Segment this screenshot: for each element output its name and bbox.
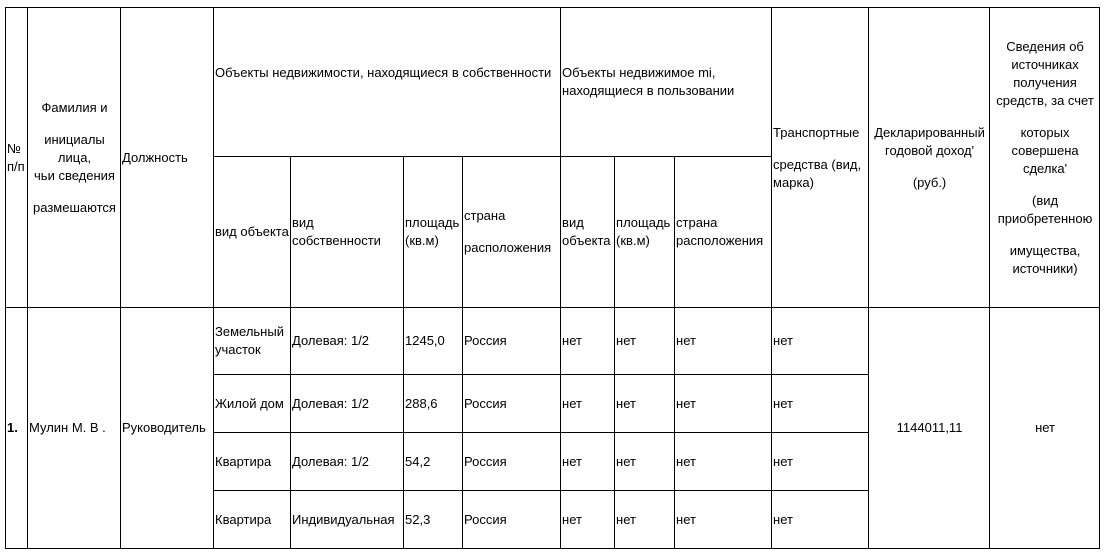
header-owned-ownership: вид собственности xyxy=(291,157,404,308)
cell-transport: нет xyxy=(772,308,869,375)
cell-object-type: Квартира xyxy=(214,433,291,491)
person-num: 1. xyxy=(6,308,28,549)
table-row xyxy=(6,308,1100,375)
header-owned-area: площадь (кв.м) xyxy=(404,157,463,308)
cell-used-country: нет xyxy=(675,375,772,433)
cell-transport: нет xyxy=(772,491,869,549)
cell-used-area: нет xyxy=(615,491,675,549)
person-name: Мулин М. В . xyxy=(28,308,121,549)
cell-ownership: Индивидуальная xyxy=(291,491,404,549)
header-num: № п/п xyxy=(6,8,28,308)
cell-object-type: Земельный участок xyxy=(214,308,291,375)
header-transport: Транспортные средства (вид, марка) xyxy=(772,8,869,308)
cell-country: Россия xyxy=(463,375,561,433)
cell-used-type: нет xyxy=(561,491,615,549)
cell-area: 288,6 xyxy=(404,375,463,433)
cell-transport: нет xyxy=(772,375,869,433)
cell-used-area: нет xyxy=(615,375,675,433)
cell-ownership: Долевая: 1/2 xyxy=(291,308,404,375)
cell-area: 1245,0 xyxy=(404,308,463,375)
header-used-group: Объекты недвижимое mi, находящиеся в пользовании xyxy=(561,8,772,157)
header-used-type: вид объекта xyxy=(561,157,615,308)
cell-country: Россия xyxy=(463,308,561,375)
header-income: Декларированный годовой доход' (руб.) xyxy=(869,8,990,308)
cell-used-type: нет xyxy=(561,308,615,375)
header-owned-group: Объекты недвижимости, находящиеся в собственности xyxy=(214,8,561,157)
header-sources: Сведения об источниках получения средств, за счет которых совершена сделка' (вид приобретенною имущества, источники) xyxy=(990,8,1100,308)
cell-area: 52,3 xyxy=(404,491,463,549)
header-fio: Фамилия и инициалы лица, чьи сведения размешаются xyxy=(28,8,121,308)
cell-used-type: нет xyxy=(561,433,615,491)
cell-country: Россия xyxy=(463,491,561,549)
cell-used-country: нет xyxy=(675,491,772,549)
cell-object-type: Жилой дом xyxy=(214,375,291,433)
header-owned-country: страна расположения xyxy=(463,157,561,308)
cell-used-country: нет xyxy=(675,433,772,491)
person-income: 1144011,11 xyxy=(869,308,990,549)
cell-used-country: нет xyxy=(675,308,772,375)
cell-used-area: нет xyxy=(615,433,675,491)
cell-transport: нет xyxy=(772,433,869,491)
cell-area: 54,2 xyxy=(404,433,463,491)
cell-object-type: Квартира xyxy=(214,491,291,549)
header-used-area: площадь (кв.м) xyxy=(615,157,675,308)
header-row-1 xyxy=(6,8,1100,157)
cell-country: Россия xyxy=(463,433,561,491)
header-used-country: страна расположения xyxy=(675,157,772,308)
cell-used-area: нет xyxy=(615,308,675,375)
cell-ownership: Долевая: 1/2 xyxy=(291,375,404,433)
person-sources: нет xyxy=(990,308,1100,549)
cell-used-type: нет xyxy=(561,375,615,433)
person-position: Руководитель xyxy=(121,308,214,549)
header-owned-type: вид объекта xyxy=(214,157,291,308)
cell-ownership: Долевая: 1/2 xyxy=(291,433,404,491)
header-position: Должность xyxy=(121,8,214,308)
declaration-table xyxy=(5,7,1100,549)
